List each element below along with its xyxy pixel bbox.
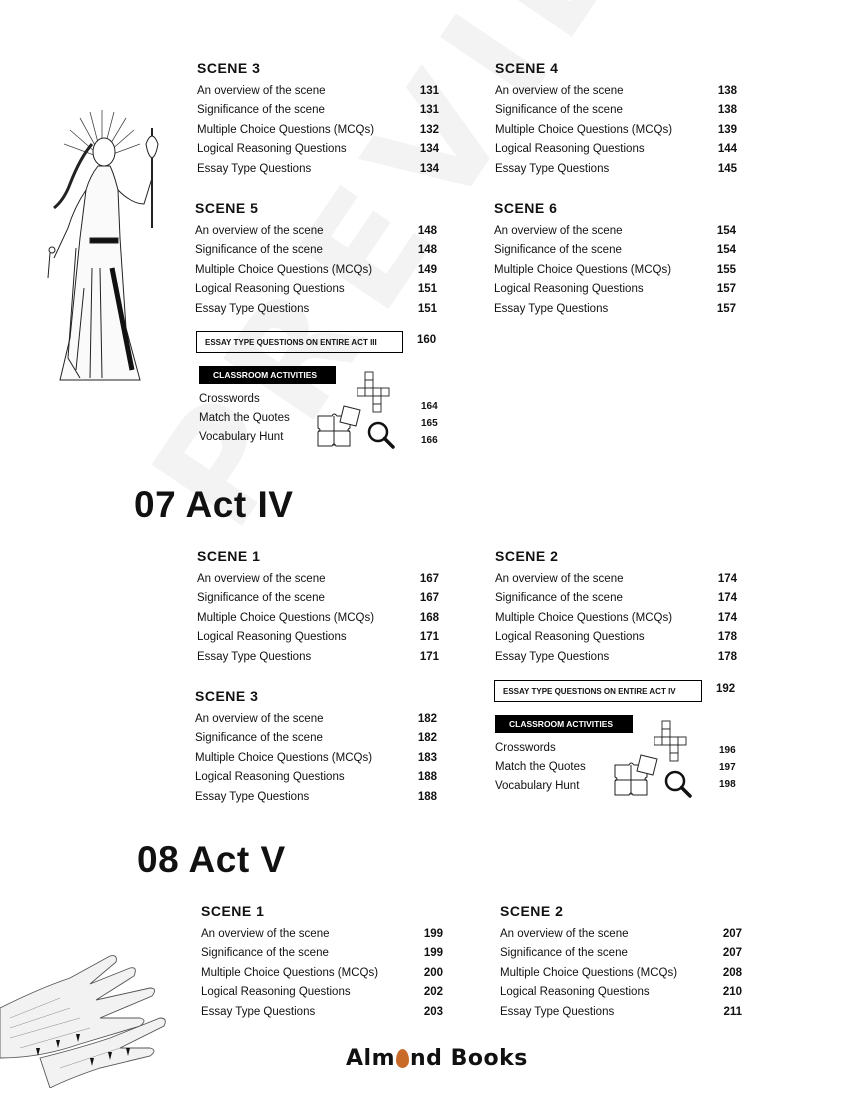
toc-entry-label: Logical Reasoning Questions — [500, 986, 650, 999]
act3-activity-vocab[interactable]: Vocabulary Hunt — [199, 431, 284, 443]
toc-entry[interactable] — [197, 609, 439, 628]
toc-entry-label: Essay Type Questions — [495, 162, 610, 175]
toc-entry[interactable] — [500, 925, 742, 944]
scene-title: SCENE 3 — [195, 688, 259, 704]
toc-entry-page: 210 — [722, 986, 742, 999]
toc-entry-page: 211 — [723, 1005, 742, 1018]
toc-entry[interactable] — [495, 160, 737, 179]
toc-entry[interactable] — [494, 300, 736, 319]
toc-entry-label: Logical Reasoning Questions — [195, 283, 345, 296]
act5-scene-2 — [500, 903, 742, 1022]
almond-icon — [396, 1049, 409, 1068]
toc-entry-label: An overview of the scene — [195, 225, 324, 237]
toc-entry[interactable] — [195, 261, 437, 280]
toc-entry-page: 182 — [417, 732, 437, 745]
toc-entry[interactable] — [195, 788, 437, 807]
scene-title: SCENE 2 — [500, 903, 564, 919]
puzzle-icon — [316, 404, 366, 448]
toc-entry[interactable] — [195, 300, 437, 319]
toc-entry-label: Multiple Choice Questions (MCQs) — [495, 611, 673, 624]
toc-entry-page: 168 — [419, 611, 439, 624]
toc-entry-page: 174 — [717, 592, 737, 605]
toc-entry[interactable] — [195, 729, 437, 748]
toc-entry-page: 134 — [419, 162, 439, 175]
act4-activity-page: 198 — [719, 779, 736, 790]
toc-entry[interactable] — [195, 241, 437, 260]
toc-entry-page: 207 — [722, 928, 742, 940]
toc-entry-page: 199 — [423, 928, 443, 940]
toc-entry-label: Multiple Choice Questions (MCQs) — [197, 611, 375, 624]
act3-essay-page: 160 — [417, 334, 437, 346]
toc-entry-page: 144 — [717, 143, 737, 156]
act3-scene-4 — [495, 60, 737, 179]
almond-books-logo — [346, 1046, 528, 1071]
toc-entry[interactable] — [494, 261, 736, 280]
act4-essay-page: 192 — [716, 683, 736, 695]
toc-entry[interactable] — [201, 925, 443, 944]
toc-entry-page: 151 — [417, 302, 437, 315]
toc-entry-page: 171 — [419, 631, 439, 644]
act3-activity-page: 164 — [421, 401, 438, 412]
scene-title: SCENE 1 — [201, 903, 265, 919]
toc-entry-page: 200 — [423, 966, 443, 979]
toc-entry[interactable] — [500, 983, 742, 1002]
toc-entry-label: Significance of the scene — [495, 592, 623, 605]
toc-entry-label: An overview of the scene — [494, 225, 623, 237]
toc-entry-label: Essay Type Questions — [197, 162, 312, 175]
act3-scene-3 — [197, 60, 439, 179]
toc-entry-page: 148 — [417, 244, 437, 257]
toc-entry[interactable] — [195, 222, 437, 241]
act3-activities-tag: CLASSROOM ACTIVITIES — [199, 366, 336, 384]
toc-entry-label: Multiple Choice Questions (MCQs) — [494, 263, 672, 276]
act3-scene-5 — [195, 200, 437, 319]
toc-entry-label: Significance of the scene — [195, 244, 323, 257]
toc-entry-page: 167 — [419, 592, 439, 605]
toc-entry-label: Logical Reasoning Questions — [195, 771, 345, 784]
toc-entry[interactable] — [197, 140, 439, 159]
toc-entry[interactable] — [201, 1003, 443, 1022]
toc-entry-page: 149 — [417, 263, 437, 276]
toc-entry-label: Logical Reasoning Questions — [197, 143, 347, 156]
toc-entry-label: Multiple Choice Questions (MCQs) — [495, 123, 673, 136]
toc-entry-label: An overview of the scene — [197, 85, 326, 97]
scene-title: SCENE 3 — [197, 60, 261, 76]
magnifier-icon — [366, 420, 396, 450]
toc-entry-label: Significance of the scene — [197, 104, 325, 117]
toc-entry-page: 207 — [722, 947, 742, 960]
toc-entry-label: Essay Type Questions — [201, 1005, 316, 1018]
toc-entry[interactable] — [201, 944, 443, 963]
toc-entry[interactable] — [195, 280, 437, 299]
act4-activity-vocab[interactable]: Vocabulary Hunt — [495, 780, 580, 792]
toc-entry[interactable] — [197, 648, 439, 667]
hands-illustration — [0, 948, 175, 1088]
scene-title: SCENE 1 — [197, 548, 261, 564]
toc-entry-page: 132 — [419, 123, 439, 136]
act4-essay-box[interactable]: ESSAY TYPE QUESTIONS ON ENTIRE ACT IV — [494, 680, 702, 702]
toc-entry[interactable] — [495, 648, 737, 667]
magnifier-icon — [663, 769, 693, 799]
toc-entry-label: Logical Reasoning Questions — [494, 283, 644, 296]
toc-entry[interactable] — [197, 589, 439, 608]
act4-activity-page: 196 — [719, 745, 736, 756]
logo-text-end: nd Books — [410, 1046, 528, 1071]
act4-scene-2 — [495, 548, 737, 667]
act5-scene-1 — [201, 903, 443, 1022]
act3-essay-box[interactable]: ESSAY TYPE QUESTIONS ON ENTIRE ACT III — [196, 331, 403, 353]
toc-entry-label: Logical Reasoning Questions — [201, 986, 351, 999]
act3-scene-6 — [494, 200, 736, 319]
toc-entry-page: 154 — [716, 244, 736, 257]
toc-entry-label: Significance of the scene — [201, 947, 329, 960]
toc-entry[interactable] — [195, 710, 437, 729]
toc-entry-label: Essay Type Questions — [495, 650, 610, 663]
act3-activity-match[interactable]: Match the Quotes — [199, 412, 290, 424]
toc-entry-page: 208 — [722, 966, 742, 979]
scene-title: SCENE 6 — [494, 200, 558, 216]
toc-entry[interactable] — [197, 160, 439, 179]
act5-heading: 08 Act V — [137, 839, 286, 880]
act4-heading: 07 Act IV — [134, 484, 294, 525]
toc-entry-label: Logical Reasoning Questions — [197, 631, 347, 644]
toc-entry-page: 148 — [417, 225, 437, 237]
toc-entry-page: 178 — [717, 650, 737, 663]
toc-entry-label: Essay Type Questions — [494, 302, 609, 315]
toc-entry[interactable] — [495, 82, 737, 101]
toc-entry-page: 188 — [417, 790, 437, 803]
toc-entry[interactable] — [500, 1003, 742, 1022]
toc-entry-page: 199 — [423, 947, 443, 960]
toc-entry-label: Significance of the scene — [494, 244, 622, 257]
toc-entry[interactable] — [197, 628, 439, 647]
toc-entry-page: 155 — [716, 263, 736, 276]
toc-entry-page: 188 — [417, 771, 437, 784]
act4-scene-3 — [195, 688, 437, 807]
toc-entry-page: 151 — [417, 283, 437, 296]
puzzle-icon — [613, 753, 663, 797]
act4-scene-1 — [197, 548, 439, 667]
toc-entry-label: Essay Type Questions — [195, 302, 310, 315]
toc-entry-label: An overview of the scene — [197, 573, 326, 585]
act4-activities-tag: CLASSROOM ACTIVITIES — [495, 715, 633, 733]
toc-entry-page: 171 — [419, 650, 439, 663]
toc-entry-page: 145 — [717, 162, 737, 175]
toc-entry-page: 154 — [716, 225, 736, 237]
toc-entry-page: 131 — [419, 85, 439, 97]
toc-entry[interactable] — [495, 628, 737, 647]
act4-activity-page: 197 — [719, 762, 736, 773]
toc-entry[interactable] — [494, 222, 736, 241]
toc-entry-page: 138 — [717, 85, 737, 97]
toc-entry[interactable] — [495, 589, 737, 608]
toc-entry[interactable] — [500, 964, 742, 983]
toc-entry-page: 131 — [419, 104, 439, 117]
toc-entry[interactable] — [197, 82, 439, 101]
act3-activity-page: 165 — [421, 418, 438, 429]
toc-entry-page: 157 — [716, 283, 736, 296]
toc-entry-page: 157 — [716, 302, 736, 315]
toc-entry-label: Significance of the scene — [197, 592, 325, 605]
toc-entry-label: Significance of the scene — [500, 947, 628, 960]
toc-entry[interactable] — [495, 121, 737, 140]
toc-entry[interactable] — [197, 570, 439, 589]
toc-entry-label: An overview of the scene — [495, 573, 624, 585]
toc-entry-page: 138 — [717, 104, 737, 117]
toc-entry-label: An overview of the scene — [195, 713, 324, 725]
toc-entry-page: 167 — [419, 573, 439, 585]
toc-entry-page: 202 — [423, 986, 443, 999]
toc-entry-label: Logical Reasoning Questions — [495, 631, 645, 644]
toc-entry-label: Multiple Choice Questions (MCQs) — [195, 751, 373, 764]
toc-entry-label: Significance of the scene — [495, 104, 623, 117]
toc-entry-label: Logical Reasoning Questions — [495, 143, 645, 156]
toc-entry-page: 183 — [417, 751, 437, 764]
act3-activity-crosswords[interactable]: Crosswords — [199, 393, 260, 405]
toc-entry-label: Essay Type Questions — [500, 1005, 615, 1018]
toc-entry-page: 178 — [717, 631, 737, 644]
toc-entry[interactable] — [495, 101, 737, 120]
toc-entry-label: Significance of the scene — [195, 732, 323, 745]
toc-entry[interactable] — [201, 983, 443, 1002]
toc-entry-page: 203 — [423, 1005, 443, 1018]
act4-activity-match[interactable]: Match the Quotes — [495, 761, 586, 773]
scene-title: SCENE 2 — [495, 548, 559, 564]
toc-entry-label: An overview of the scene — [201, 928, 330, 940]
toc-entry[interactable] — [195, 768, 437, 787]
goddess-illustration — [40, 108, 170, 408]
toc-entry[interactable] — [495, 140, 737, 159]
toc-entry-label: Multiple Choice Questions (MCQs) — [195, 263, 373, 276]
toc-entry[interactable] — [494, 280, 736, 299]
toc-entry[interactable] — [201, 964, 443, 983]
toc-entry[interactable] — [197, 121, 439, 140]
toc-entry-label: An overview of the scene — [495, 85, 624, 97]
toc-entry-page: 174 — [717, 573, 737, 585]
act4-activity-crosswords[interactable]: Crosswords — [495, 742, 556, 754]
toc-entry[interactable] — [495, 609, 737, 628]
toc-entry-page: 139 — [717, 123, 737, 136]
scene-title: SCENE 4 — [495, 60, 559, 76]
toc-entry[interactable] — [494, 241, 736, 260]
toc-entry-label: Essay Type Questions — [195, 790, 310, 803]
toc-entry-label: Multiple Choice Questions (MCQs) — [201, 966, 379, 979]
toc-entry-page: 174 — [717, 611, 737, 624]
toc-entry[interactable] — [500, 944, 742, 963]
toc-entry-page: 134 — [419, 143, 439, 156]
toc-entry-label: Multiple Choice Questions (MCQs) — [500, 966, 678, 979]
toc-entry[interactable] — [197, 101, 439, 120]
toc-entry-label: Essay Type Questions — [197, 650, 312, 663]
toc-entry-page: 182 — [417, 713, 437, 725]
logo-text-start: Alm — [346, 1046, 395, 1071]
toc-entry[interactable] — [195, 749, 437, 768]
toc-entry[interactable] — [495, 570, 737, 589]
act3-activity-page: 166 — [421, 435, 438, 446]
scene-title: SCENE 5 — [195, 200, 259, 216]
toc-entry-label: An overview of the scene — [500, 928, 629, 940]
toc-entry-label: Multiple Choice Questions (MCQs) — [197, 123, 375, 136]
